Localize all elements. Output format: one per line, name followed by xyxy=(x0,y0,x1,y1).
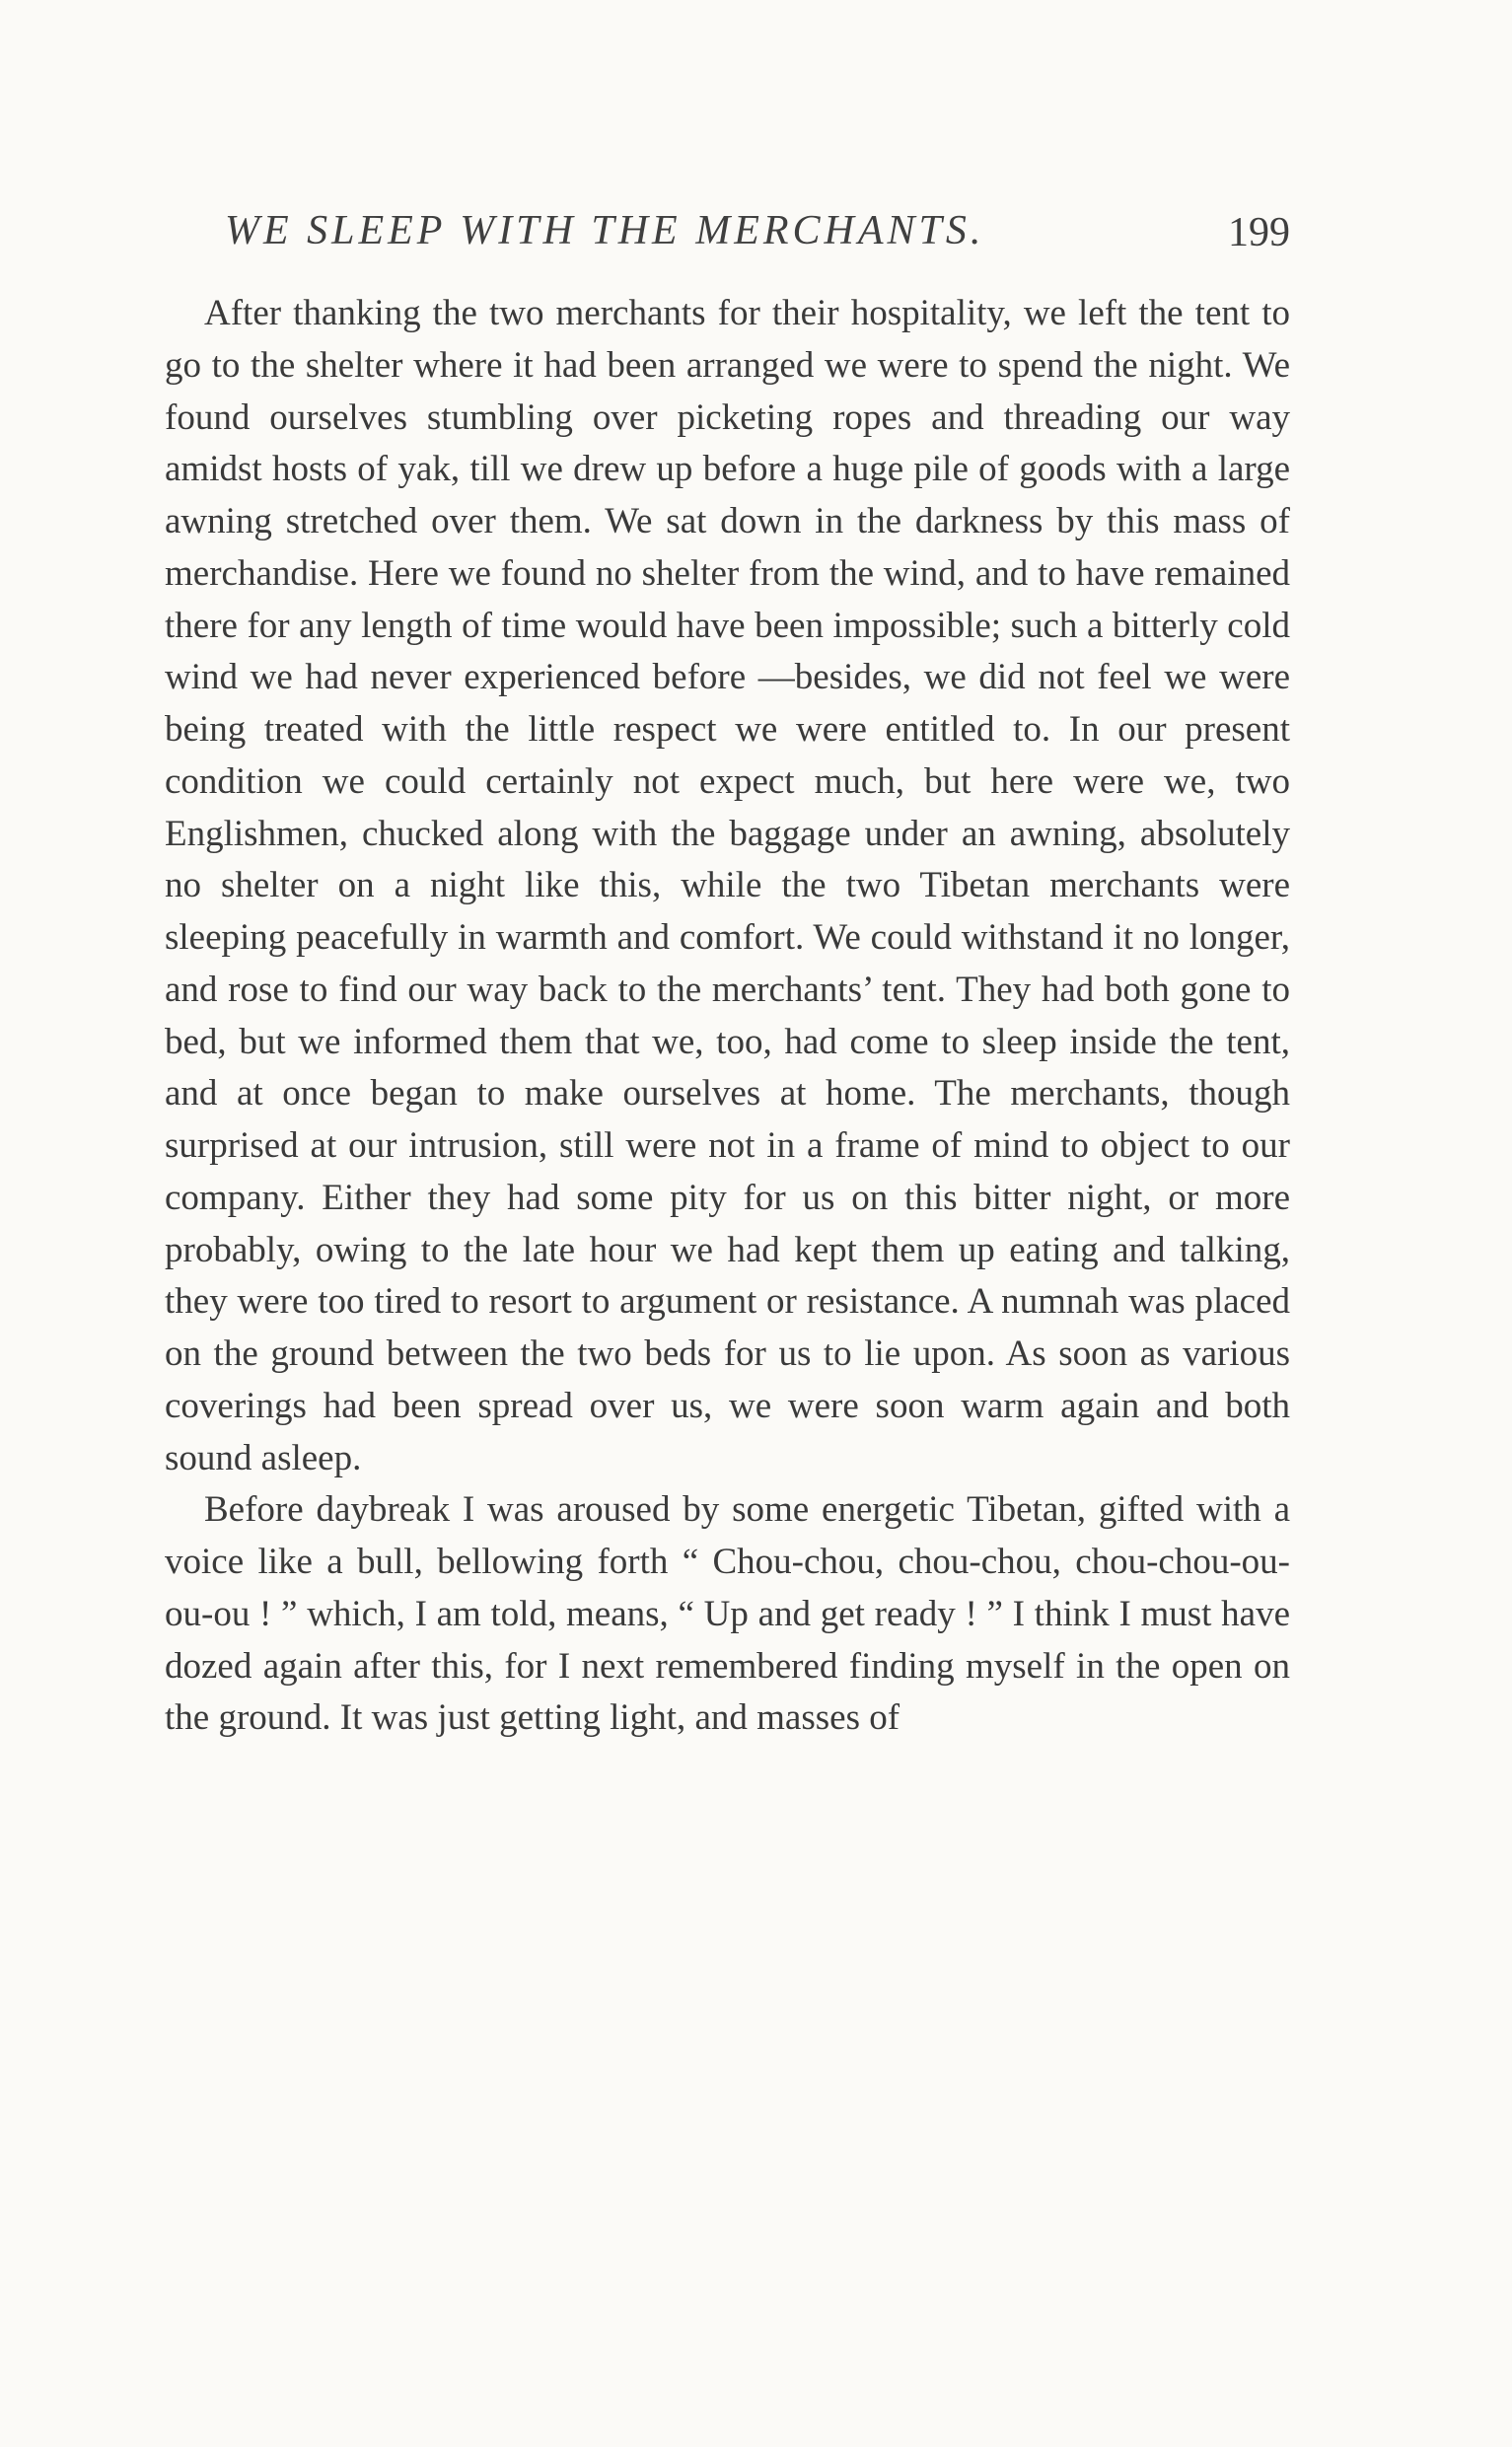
paragraph-1: After thanking the two merchants for their hospitality, we left the tent to go to the shelter where it had been arranged we were to spend the night. We found ourselves stumbling over picketing ropes and threading our way amidst hosts of yak, till we drew up before a huge pile of goods with a large awning stretched over them. We sat down in the darkness by this mass of merchandise. Here we found no shelter from the wind, and to have remained there for any length of time would have been impossible; such a bitterly cold wind we had never experienced before —besides, we did not feel we were being treated with the little respect we were entitled to. In our present condition we could certainly not expect much, but here were we, two Englishmen, chucked along with the baggage under an awning, absolutely no shelter on a night like this, while the two Tibetan merchants were sleeping peacefully in warmth and comfort. We could withstand it no longer, and rose to find our way back to the merchants’ tent. They had both gone to bed, but we informed them that we, too, had come to sleep inside the tent, and at once began to make ourselves at home. The merchants, though surprised at our intrusion, still were not in a frame of mind to object to our company. Either they had some pity for us on this bitter night, or more probably, owing to the late hour we had kept them up eating and talking, they were too tired to resort to argument or resistance. A numnah was placed on the ground between the two beds for us to lie upon. As soon as various coverings had been spread over us, we were soon warm again and both sound asleep. xyxy=(165,293,1290,1478)
body-text xyxy=(165,288,1290,1745)
paragraph-2: Before daybreak I was aroused by some energetic Tibetan, gifted with a voice like a bull, bellowing forth “ Chou-chou, chou-chou, chou-chou-ou-ou-ou ! ” which, I am told, means, “ Up and get ready ! ” I think I must have dozed again after this, for I next remembered finding myself in the open on the ground. It was just getting light, and masses of xyxy=(165,1489,1290,1739)
page-number: 199 xyxy=(1228,210,1290,255)
running-head xyxy=(225,207,1290,266)
running-title: WE SLEEP WITH THE MERCHANTS. xyxy=(225,208,985,253)
